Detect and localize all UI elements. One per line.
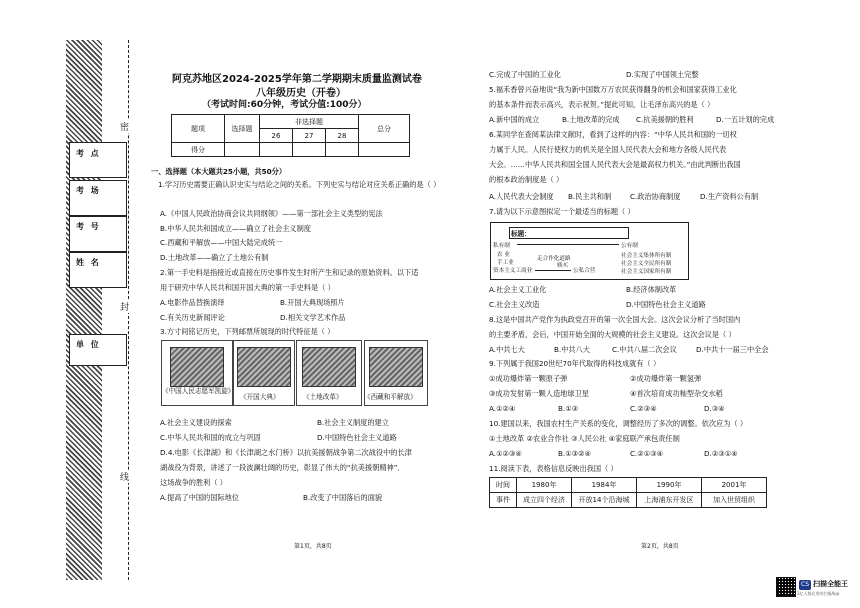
q4-stem-line2: 湖战役为背景，讲述了一段波澜壮阔的历史，彰显了伟大的“抗美援朝精神”．: [160, 463, 405, 472]
diagram-arrow-top: [517, 244, 619, 245]
label-name: 姓 名: [76, 258, 101, 267]
stamp-3-image: [302, 347, 356, 387]
score-cell-choice[interactable]: [225, 143, 260, 157]
q11-event-3: 上海浦东开发区: [637, 493, 702, 508]
q4-stem-line1: D.4.电影《长津湖》和《长津湖之水门桥》以抗美援朝战争第二次战役中的长津: [160, 448, 412, 457]
q3-option-b[interactable]: B.社会主义制度的建立: [317, 418, 389, 427]
stamp-2-image: [237, 347, 291, 387]
q1-option-c[interactable]: C.西藏和平解放——中国大陆完成统一: [160, 238, 283, 247]
q4-stem-line3: 这场战争的胜利（ ）: [160, 478, 227, 487]
q5-stem-line2: 的基本条件而表示高兴，表示祝贺。”提此可知，让毛泽东高兴的是（ ）: [489, 100, 715, 109]
q6-option-a[interactable]: A.人民代表大会制度: [489, 192, 554, 201]
q9-item-3: ③成功发射第一颗人造地球卫星: [489, 389, 589, 398]
q6-option-c[interactable]: C.政治协商制度: [630, 192, 681, 201]
q11-event-2: 开放14个沿海城: [572, 493, 637, 508]
q9-option-d[interactable]: D.③④: [704, 404, 725, 413]
stamp-3-caption: 《土地改革》: [303, 393, 343, 401]
q2-option-d[interactable]: D.相关文学艺术作品: [280, 313, 346, 322]
stamp-4-caption: 《西藏和平解放》: [364, 393, 417, 401]
score-h-choice: 选择题: [225, 115, 260, 143]
score-h-26: 26: [260, 129, 293, 143]
q2-option-a[interactable]: A.电影作品替换演绎: [160, 298, 225, 307]
diagram-handicraft: 手工业: [497, 260, 514, 266]
diagram-state: 社会主义国家所有制: [621, 269, 672, 275]
q7-option-d[interactable]: D.中国特色社会主义道路: [626, 300, 706, 309]
q3-option-a[interactable]: A.社会主义建设的探索: [160, 418, 232, 427]
q10-option-a[interactable]: A.①②③④: [489, 449, 522, 458]
q10-option-d[interactable]: D.②③①④: [704, 449, 738, 458]
score-cell-total[interactable]: [359, 143, 410, 157]
diagram-agriculture: 农 业: [497, 252, 510, 258]
q11-h-event: 事件: [490, 493, 517, 508]
diagram-redeem: 赎买: [557, 263, 569, 269]
q11-event-4: 加入世贸组织: [702, 493, 767, 508]
stamp-1-caption: 《中国人民志愿军凯旋》: [162, 387, 235, 395]
exam-title: 阿克苏地区2024-2025学年第二学期期末质量监测试卷: [172, 74, 422, 85]
score-h-total: 总分: [359, 115, 410, 143]
q10-stem-line1: 10.建国以来，我国农村生产关系的变化，调整经历了多次的调整。依次应为（ ）: [489, 419, 748, 428]
diagram-collective: 社会主义集体所有制: [621, 253, 672, 259]
q4-option-b[interactable]: B.改变了中国落后的面貌: [303, 493, 383, 502]
score-cell-27[interactable]: [293, 143, 326, 157]
q9-option-a[interactable]: A.①②④: [489, 404, 516, 413]
page-1-footer: 第1页，共8页: [294, 543, 332, 550]
page-2-footer: 第2页，共8页: [641, 543, 679, 550]
scan-brand: 扫描全能王: [813, 580, 848, 588]
score-h-28: 28: [326, 129, 359, 143]
q5-option-b[interactable]: B.土地改革的完成: [562, 115, 620, 124]
field-exam-room[interactable]: [69, 180, 127, 216]
seal-char-mi: 密: [120, 120, 129, 133]
q10-option-b[interactable]: B.①③②④: [558, 449, 591, 458]
score-row-label: 得分: [172, 143, 225, 157]
score-cell-26[interactable]: [260, 143, 293, 157]
diagram-arrow-bottom: [535, 270, 571, 271]
q7-stem: 7.请为以下示意图拟定一个最适当的标题（ ）: [489, 207, 635, 216]
q7-diagram: [490, 222, 689, 280]
q9-item-4: ④首次培育成功籼型杂交水稻: [630, 389, 723, 398]
label-exam-room: 考 场: [76, 186, 101, 195]
q11-table: [489, 477, 767, 508]
q2-stem-line1: 2.第一手史料是指接近或直接在历史事件发生时所产生和记录的原始资料。以下适: [160, 268, 419, 277]
q11-stem: 11.阅读下表，表格信息反映出我国（ ）: [489, 464, 618, 473]
q9-item-2: ②成功爆炸第一颗氢弹: [630, 374, 702, 383]
q1-option-b[interactable]: B.中华人民共和国成立——确立了社会主义制度: [160, 224, 311, 233]
q11-h-time: 时间: [490, 478, 517, 493]
exam-info: （考试时间:60分钟，考试分值:100分）: [202, 100, 367, 110]
label-unit: 单 位: [76, 340, 101, 349]
q2-option-c[interactable]: C.有关历史新闻评论: [160, 313, 225, 322]
q9-option-b[interactable]: B.①③: [558, 404, 579, 413]
q11-year-2001: 2001年: [702, 478, 767, 493]
q5-option-c[interactable]: C.抗美援朝的胜利: [636, 115, 694, 124]
q7-option-a[interactable]: A.社会主义工业化: [489, 285, 547, 294]
q2-option-b[interactable]: B.开国大典现场照片: [280, 298, 345, 307]
q5-option-a[interactable]: A.新中国的成立: [489, 115, 540, 124]
diagram-private: 私有制: [493, 243, 510, 249]
q1-option-a[interactable]: A.《中国人民政治协商会议共同纲领》——第一部社会主义类型的宪法: [160, 209, 383, 218]
q1-option-d[interactable]: D.土地改革——确立了土地公有制: [160, 253, 269, 262]
diagram-joint-venture: 公私合营: [573, 268, 596, 274]
score-h-nonchoice: 非选择题: [260, 115, 359, 129]
label-exam-number: 考 号: [76, 222, 101, 231]
q5-option-d[interactable]: D.一五计划的完成: [716, 115, 775, 124]
q8-option-a[interactable]: A.中共七大: [489, 345, 525, 354]
q3-stem: 3.方寸间铭记历史，下列邮票所展现的时代特征是（ ）: [160, 327, 335, 336]
qr-code-icon: [776, 577, 796, 597]
q8-option-b[interactable]: B.中共八大: [554, 345, 590, 354]
score-h-27: 27: [293, 129, 326, 143]
score-cell-28[interactable]: [326, 143, 359, 157]
stamp-2-caption: 《开国大典》: [240, 393, 280, 401]
diagram-cooperative: 走合作化道路: [537, 256, 571, 262]
score-table: [171, 114, 410, 157]
q8-stem-line1: 8.这是中国共产党作为执政党召开的第一次全国大会。这次会议分析了当时国内: [489, 315, 741, 324]
score-h-item: 题项: [172, 115, 225, 143]
seal-char-xian: 线: [120, 470, 129, 483]
q3-option-d[interactable]: D.中国特色社会主义道路: [317, 433, 397, 442]
q4-option-c[interactable]: C.完成了中国的工业化: [489, 70, 561, 79]
q3-option-c[interactable]: C.中华人民共和国的成立与巩固: [160, 433, 261, 442]
q9-stem: 9.下列属于我国20世纪70年代取得的科技成就有（ ）: [489, 359, 661, 368]
q1-stem: 1.学习历史需要正确认识史实与结论之间的关系。下列史实与结论对应关系正确的是（ ）: [158, 180, 441, 189]
exam-subtitle: 八年级历史（开卷）: [256, 88, 346, 99]
q7-option-c[interactable]: C.社会主义改造: [489, 300, 540, 309]
field-name[interactable]: [69, 252, 127, 288]
q11-year-1984: 1984年: [572, 478, 637, 493]
q11-year-1990: 1990年: [637, 478, 702, 493]
binding-pattern: [66, 40, 102, 580]
q8-option-c[interactable]: C.中共八届二次会议: [612, 345, 677, 354]
q9-item-1: ①成功爆炸第一颗原子弹: [489, 374, 568, 383]
q6-option-d[interactable]: D.生产资料公有制: [700, 192, 759, 201]
diagram-capitalist: 资本主义工商业: [493, 268, 533, 274]
seal-char-feng: 封: [120, 300, 129, 313]
camscanner-logo-icon: CS: [801, 581, 809, 588]
stamp-4-image: [369, 347, 423, 387]
q8-option-d[interactable]: D.中共十一届三中全会: [696, 345, 769, 354]
q8-stem-line2: 的主要矛盾，会后，中国开始全面的大规模的社会主义建设。这次会议是（ ）: [489, 330, 736, 339]
q10-option-c[interactable]: C.②①③④: [630, 449, 664, 458]
q10-stem-line2: ①土地改革 ②农业合作社 ③人民公社 ④家庭联产承包责任制: [489, 434, 680, 443]
q6-option-b[interactable]: B.民主共和制: [568, 192, 612, 201]
field-unit[interactable]: [69, 334, 127, 366]
q2-stem-line2: 用于研究中华人民共和国开国大典的第一手史料是（ ）: [160, 283, 335, 292]
section-1-heading: 一、选择题（本大题共25小题，共50分）: [151, 167, 287, 176]
stamp-1-image: [170, 347, 224, 387]
diagram-title-label: 标题：: [511, 230, 531, 238]
label-exam-site: 考 点: [76, 149, 101, 158]
q5-stem-line1: 5.福禾香曾兴奋地说“我为新中国数万万农民获得翻身的机会和国家获得工业化: [489, 85, 737, 94]
q6-stem-line2: 力属于人民。人民行使权力的机关是全国人民代表大会和地方各级人民代表: [489, 145, 727, 154]
q4-option-d[interactable]: D.实现了中国领土完整: [626, 70, 699, 79]
q7-option-b[interactable]: B.经济体制改革: [626, 285, 677, 294]
field-exam-site[interactable]: [69, 142, 127, 178]
q6-stem-line3: 大会。……中华人民共和国全国人民代表大会是最高权力机关。”由此判断出我国: [489, 160, 741, 169]
q4-option-a[interactable]: A.提高了中国的国际地位: [160, 493, 239, 502]
q6-stem-line1: 6.某同学在查阅某法律文献时，看到了这样的内容：“中华人民共和国的一切权: [489, 130, 737, 139]
q6-stem-line4: 的根本政治制度是（ ）: [489, 175, 564, 184]
scan-sub: 3亿人都在用的扫描App: [797, 591, 840, 596]
diagram-whole-people: 社会主义全民所有制: [621, 261, 672, 267]
q11-event-1: 成立四个经济: [517, 493, 572, 508]
q9-option-c[interactable]: C.②③④: [630, 404, 657, 413]
diagram-public: 公有制: [621, 243, 638, 249]
field-exam-number[interactable]: [69, 216, 127, 252]
q11-year-1980: 1980年: [517, 478, 572, 493]
